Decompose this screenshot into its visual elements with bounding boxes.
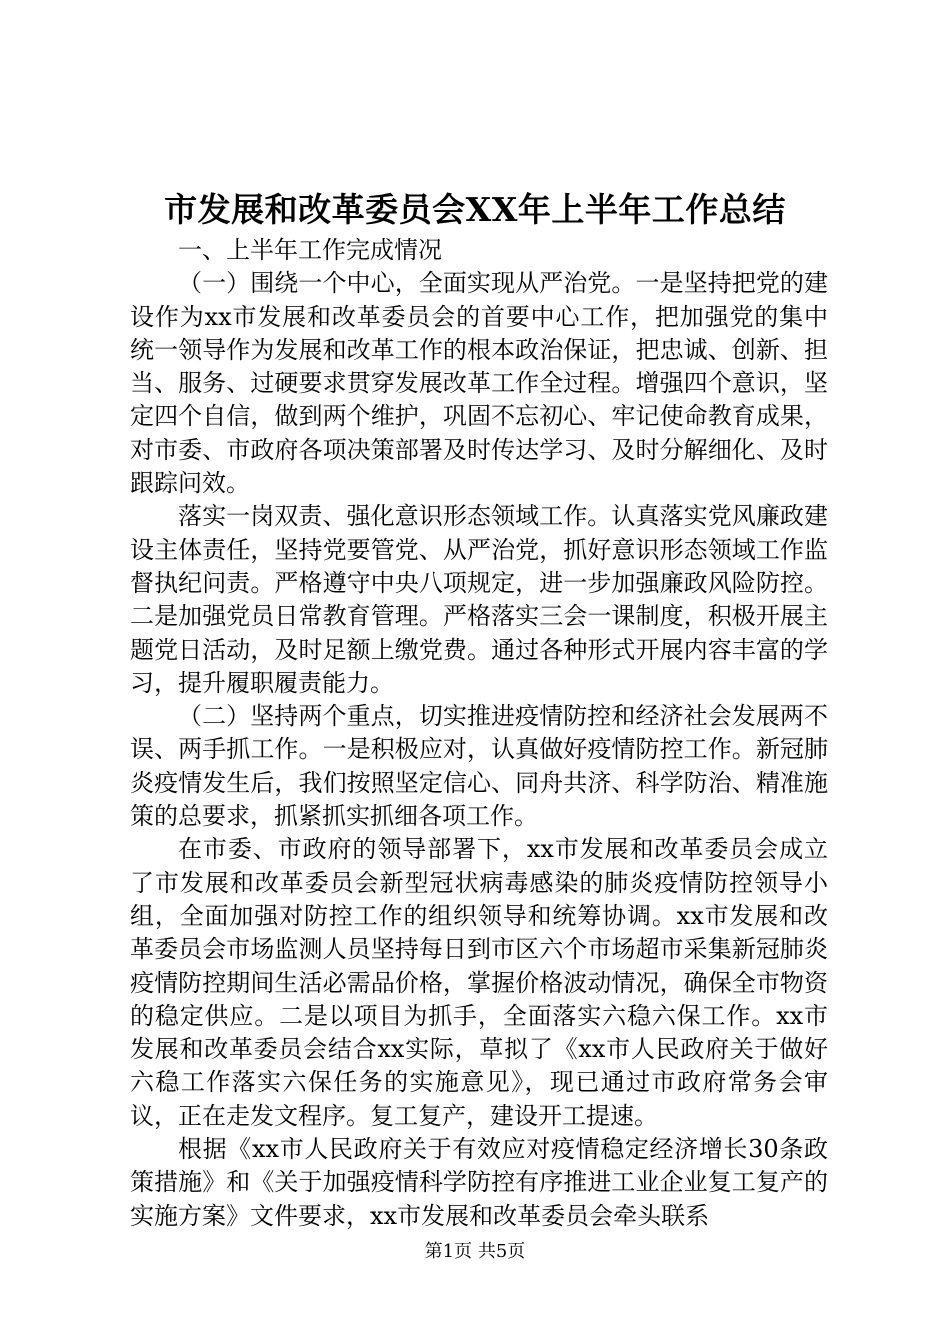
- document-body: [130, 234, 828, 1233]
- body-paragraph: 落实一岗双责、强化意识形态领域工作。认真落实党风廉政建设主体责任，坚持党要管党、从严治党，抓好意识形态领域工作监督执纪问责。严格遵守中央八项规定，进一步加强廉政风险防控。二是加强党员日常教育管理。严格落实三会一课制度，积极开展主题党日活动，及时足额上缴党费。通过各种形式开展内容丰富的学习，提升履职履责能力。: [130, 502, 828, 697]
- body-paragraph: （一）围绕一个中心，全面实现从严治党。一是坚持把党的建设作为xx市发展和改革委员会的首要中心工作，把加强党的集中统一领导作为发展和改革工作的根本政治保证，把忠诚、创新、担当、服务、过硬要求贯穿发展改革工作全过程。增强四个意识，坚定四个自信，做到两个维护，巩固不忘初心、牢记使命教育成果，对市委、市政府各项决策部署及时传达学习、及时分解细化、及时跟踪问效。: [130, 269, 828, 498]
- document-title: 市发展和改革委员会XX年上半年工作总结: [164, 190, 786, 229]
- body-paragraph: 在市委、市政府的领导部署下，xx市发展和改革委员会成立了市发展和改革委员会新型冠状病毒感染的肺炎疫情防控领导小组，全面加强对防控工作的组织领导和统筹协调。xx市发展和改革委员会市场监测人员坚持每日到市区六个市场超市采集新冠肺炎疫情防控期间生活必需品价格，掌握价格波动情况，确保全市物资的稳定供应。二是以项目为抓手，全面落实六稳六保工作。xx市发展和改革委员会结合xx实际，草拟了《xx市人民政府关于做好六稳工作落实六保任务的实施意见》，现已通过市政府常务会审议，正在走发文程序。复工复产，建设开工提速。: [130, 835, 828, 1130]
- body-paragraph: 根据《xx市人民政府关于有效应对疫情稳定经济增长30条政策措施》和《关于加强疫情科学防控有序推进工业企业复工复产的实施方案》文件要求，xx市发展和改革委员会牵头联系: [130, 1135, 828, 1230]
- body-paragraph: （二）坚持两个重点，切实推进疫情防控和经济社会发展两不误、两手抓工作。一是积极应对，认真做好疫情防控工作。新冠肺炎疫情发生后，我们按照坚定信心、同舟共济、科学防治、精准施策的总要求，抓紧抓实抓细各项工作。: [130, 702, 828, 831]
- page-footer: 第1页 共5页: [424, 1241, 526, 1262]
- section-heading: 一、上半年工作完成情况: [178, 236, 442, 264]
